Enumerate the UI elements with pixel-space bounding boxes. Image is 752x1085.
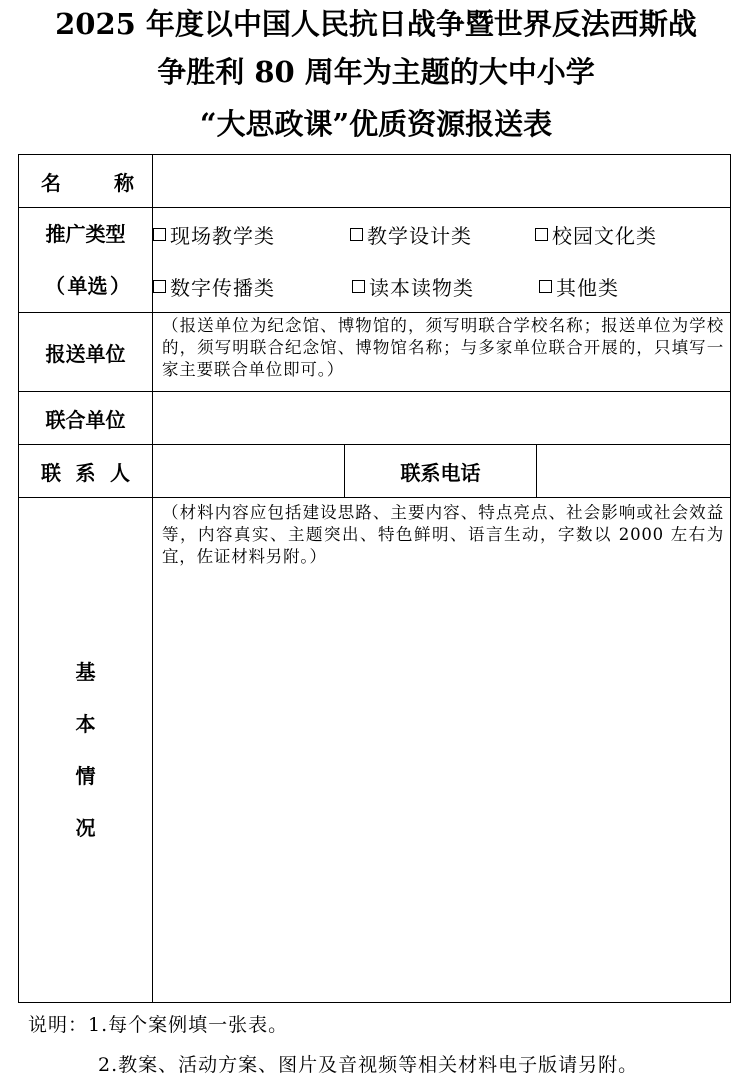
title-line-3: “大思政课”优质资源报送表 [199, 107, 553, 141]
row-basic-info [19, 498, 731, 1003]
basic-info-label [19, 498, 153, 1003]
row-submitting-unit [19, 313, 731, 392]
basic-info-field[interactable] [153, 498, 731, 1003]
row-name [19, 155, 731, 208]
checkbox-icon[interactable] [153, 280, 166, 293]
promotion-type-label [19, 208, 153, 313]
submitting-unit-field[interactable] [153, 313, 731, 392]
name-label-char-1: 名 [41, 170, 61, 195]
submission-form-table [18, 154, 731, 1003]
option-readings[interactable]: 读本读物类 [352, 272, 539, 301]
basic-info-char-2: 本 [75, 712, 96, 736]
option-teaching-design[interactable]: 教学设计类 [350, 220, 535, 249]
contact-label-char-1: 联 [41, 460, 61, 485]
phone-field[interactable] [537, 445, 731, 498]
row-promotion-type [19, 208, 731, 313]
option-onsite-teaching[interactable]: 现场教学类 [153, 220, 350, 249]
checkbox-icon[interactable] [153, 228, 166, 241]
options-row-1 [153, 208, 730, 260]
checkbox-icon[interactable] [352, 280, 365, 293]
name-label-char-2: 称 [114, 170, 134, 195]
contact-label-char-2: 系 [75, 460, 96, 485]
name-field[interactable] [153, 155, 731, 208]
joint-unit-field[interactable] [153, 392, 731, 445]
single-choice-close-paren: ） [110, 274, 130, 298]
footer-note-1: 说明：1.每个案例填一张表。 [28, 1014, 289, 1036]
footer-note-2: 2.教案、活动方案、图片及音视频等相关材料电子版请另附。 [98, 1054, 639, 1076]
basic-info-note: （材料内容应包括建设思路、主要内容、特点亮点、社会影响或社会效益等，内容真实、主题突出、特色鲜明、语言生动，字数以 2000 左右为宜，佐证材料另附。） [162, 503, 725, 566]
name-label [19, 155, 153, 208]
phone-label: 联系电话 [345, 445, 537, 498]
title-line-1: 2025 年度以中国人民抗日战争暨世界反法西斯战 [55, 7, 697, 41]
contact-label [19, 445, 153, 498]
submitting-unit-label: 报送单位 [19, 313, 153, 392]
promotion-type-label-line-1: 推广类型 [45, 222, 126, 246]
basic-info-char-1: 基 [75, 660, 96, 684]
option-digital-media[interactable]: 数字传播类 [153, 272, 352, 301]
promotion-type-options [153, 208, 731, 313]
single-choice-text: 单选 [67, 274, 108, 298]
title-line-2: 争胜利 80 周年为主题的大中小学 [157, 55, 595, 89]
basic-info-char-4: 况 [75, 816, 96, 840]
checkbox-icon[interactable] [535, 228, 548, 241]
options-row-2 [153, 260, 730, 312]
submitting-unit-note: （报送单位为纪念馆、博物馆的，须写明联合学校名称；报送单位为学校的，须写明联合纪念馆、博物馆名称；与多家单位联合开展的，只填写一家主要联合单位即可。） [162, 316, 725, 379]
joint-unit-label: 联合单位 [19, 392, 153, 445]
checkbox-icon[interactable] [539, 280, 552, 293]
option-campus-culture[interactable]: 校园文化类 [535, 220, 657, 249]
contact-label-char-3: 人 [110, 460, 130, 485]
single-choice-open-paren: （ [45, 274, 65, 298]
option-other[interactable]: 其他类 [539, 272, 619, 301]
checkbox-icon[interactable] [350, 228, 363, 241]
contact-person-field[interactable] [153, 445, 345, 498]
row-contact [19, 445, 731, 498]
row-joint-unit [19, 392, 731, 445]
basic-info-char-3: 情 [75, 764, 96, 788]
